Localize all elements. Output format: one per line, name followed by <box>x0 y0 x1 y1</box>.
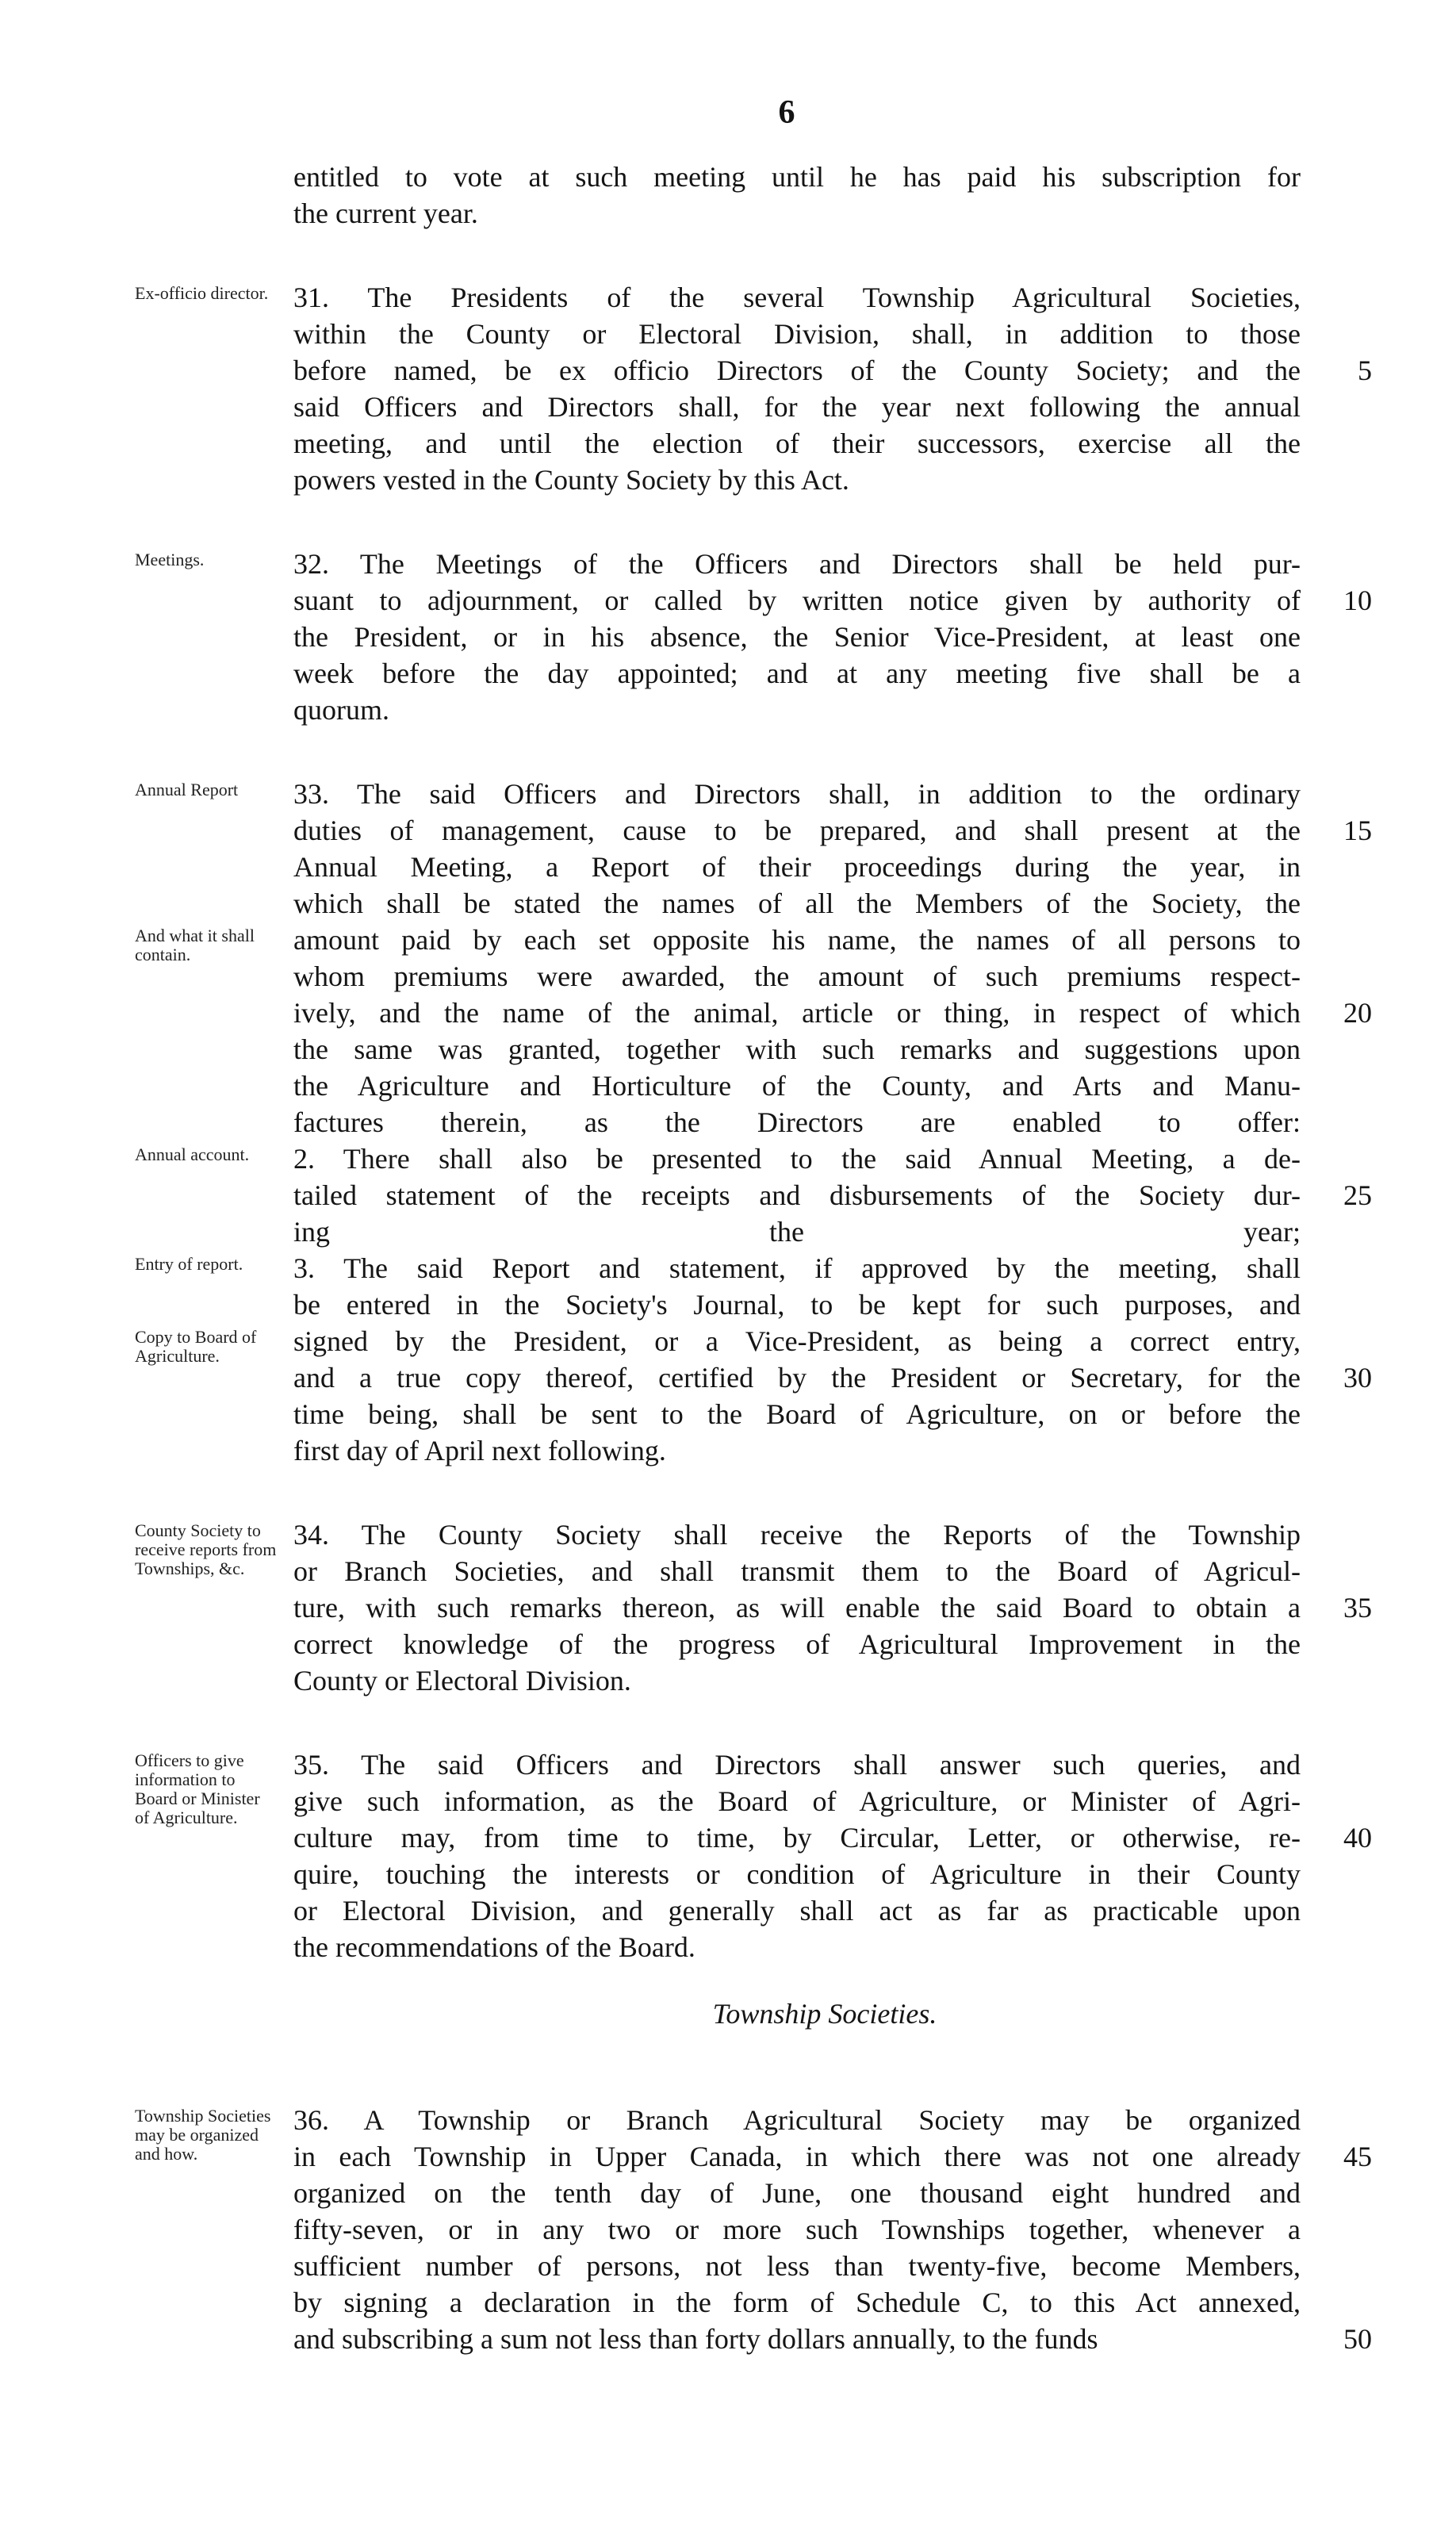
line-text: Annual Meeting, a Report of their proceedings during the year, in <box>293 851 1301 883</box>
text-line <box>293 1892 1356 1929</box>
text-line <box>293 655 1356 692</box>
text-line <box>293 619 1356 655</box>
text-line <box>293 849 1356 885</box>
page-body <box>135 159 1372 2357</box>
margin-note: Meetings. <box>135 550 205 569</box>
line-text: meeting, and until the election of their successors, exercise all the <box>293 427 1301 459</box>
paragraph <box>293 279 1372 498</box>
line-text: amount paid by each set opposite his name, the names of all persons to <box>293 924 1301 956</box>
paragraph <box>293 546 1372 728</box>
text-line <box>293 1359 1372 1396</box>
line-text: the Agriculture and Horticulture of the County, and Arts and Manu- <box>293 1070 1301 1102</box>
text-line <box>293 352 1372 389</box>
text-line <box>293 2175 1356 2211</box>
line-number: 20 <box>1343 997 1372 1029</box>
text-line <box>293 1323 1356 1359</box>
line-text: within the County or Electoral Division, shall, in addition to those <box>293 318 1301 350</box>
margin-notes <box>135 279 293 498</box>
text-line <box>293 546 1356 582</box>
paragraph <box>293 1746 1372 1965</box>
section-s36 <box>135 2102 1372 2357</box>
text-line <box>293 995 1372 1031</box>
line-text: before named, be ex officio Directors of the County Society; and the <box>293 355 1301 386</box>
line-number: 10 <box>1343 585 1372 616</box>
text-line <box>293 1250 1356 1286</box>
line-text: 2. There shall also be presented to the said Annual Meeting, a de- <box>293 1143 1301 1175</box>
line-text: the recommendations of the Board. <box>293 1931 695 1963</box>
line-text: quorum. <box>293 694 389 726</box>
text-line <box>293 1141 1356 1177</box>
section-s32 <box>135 546 1372 728</box>
margin-note: Ex-officio director. <box>135 283 269 303</box>
line-number: 50 <box>1343 2323 1372 2355</box>
margin-notes <box>135 159 293 232</box>
text-line <box>293 582 1372 619</box>
line-number: 15 <box>1343 815 1372 846</box>
text-line <box>293 1104 1356 1141</box>
margin-notes <box>135 1516 293 1699</box>
text-line <box>293 885 1356 922</box>
text-line <box>293 692 1356 728</box>
line-text: 33. The said Officers and Directors shall, in addition to the ordinary <box>293 778 1301 810</box>
line-text: organized on the tenth day of June, one thousand eight hundred and <box>293 2177 1301 2209</box>
line-text: powers vested in the County Society by this Act. <box>293 464 849 496</box>
text-line <box>293 1213 1356 1250</box>
text-line <box>293 1626 1356 1662</box>
text-line <box>293 812 1372 849</box>
margin-notes <box>135 546 293 728</box>
text-line <box>293 1177 1372 1213</box>
line-text: duties of management, cause to be prepared, and shall present at the <box>293 815 1301 846</box>
text-line <box>293 1819 1372 1856</box>
text-line <box>293 425 1356 462</box>
line-text: entitled to vote at such meeting until he has paid his subscription for <box>293 161 1301 193</box>
line-text: or Electoral Division, and generally shall act as far as practicable upon <box>293 1895 1301 1927</box>
section-s31 <box>135 279 1372 498</box>
line-number: 30 <box>1343 1362 1372 1394</box>
text-line <box>293 1553 1356 1589</box>
text-line <box>293 2321 1372 2357</box>
line-text: 34. The County Society shall receive the Reports of the Township <box>293 1519 1301 1551</box>
line-text: week before the day appointed; and at any meeting five shall be a <box>293 658 1301 689</box>
line-number: 45 <box>1343 2141 1372 2172</box>
section-s34 <box>135 1516 1372 1699</box>
text-line <box>293 2284 1356 2321</box>
line-text: said Officers and Directors shall, for the year next following the annual <box>293 391 1301 423</box>
section-s35 <box>135 1746 1372 1965</box>
text-line <box>293 316 1356 352</box>
line-text: signed by the President, or a Vice-President, as being a correct entry, <box>293 1325 1301 1357</box>
line-text: and a true copy thereof, certified by the President or Secretary, for the <box>293 1362 1301 1394</box>
margin-note: County Society to receive reports from Townships, &c. <box>135 1520 277 1578</box>
text-line <box>293 1031 1356 1068</box>
section-heading: Township Societies. <box>712 1998 937 2030</box>
section-s30-tail <box>135 159 1356 232</box>
line-text: sufficient number of persons, not less than twenty-five, become Members, <box>293 2250 1301 2282</box>
margin-notes <box>135 776 293 1469</box>
line-text: 35. The said Officers and Directors shall answer such queries, and <box>293 1749 1301 1781</box>
text-line <box>293 2211 1356 2248</box>
line-text: culture may, from time to time, by Circular, Letter, or otherwise, re- <box>293 1822 1301 1854</box>
text-line <box>293 958 1356 995</box>
line-text: and subscribing a sum not less than forty dollars annually, to the funds <box>293 2323 1098 2355</box>
line-text: correct knowledge of the progress of Agricultural Improvement in the <box>293 1628 1301 1660</box>
margin-note: Entry of report. <box>135 1254 243 1274</box>
line-text: tailed statement of the receipts and disbursements of the Society dur- <box>293 1179 1301 1211</box>
text-line <box>293 2138 1372 2175</box>
margin-note: Annual account. <box>135 1144 250 1164</box>
line-text: or Branch Societies, and shall transmit them to the Board of Agricul- <box>293 1555 1301 1587</box>
line-text: ing the year; <box>293 1216 1301 1248</box>
line-text: whom premiums were awarded, the amount of such premiums respect- <box>293 960 1301 992</box>
line-text: the current year. <box>293 197 478 229</box>
line-number: 5 <box>1358 355 1372 386</box>
line-text: first day of April next following. <box>293 1435 666 1466</box>
line-text: 36. A Township or Branch Agricultural Society may be organized <box>293 2104 1301 2136</box>
line-text: 32. The Meetings of the Officers and Directors shall be held pur- <box>293 548 1301 580</box>
text-line <box>293 1589 1372 1626</box>
line-number: 40 <box>1343 1822 1372 1854</box>
margin-note: And what it shall contain. <box>135 926 255 964</box>
paragraph <box>293 159 1356 232</box>
page-number: 6 <box>778 94 795 131</box>
line-text: the same was granted, together with such remarks and suggestions upon <box>293 1033 1301 1065</box>
line-text: which shall be stated the names of all the Members of the Society, the <box>293 888 1301 919</box>
line-number: 25 <box>1343 1179 1372 1211</box>
line-text: factures therein, as the Directors are enabled to offer: <box>293 1106 1301 1138</box>
paragraph <box>293 776 1372 1469</box>
line-text: be entered in the Society's Journal, to be kept for such purposes, and <box>293 1289 1301 1321</box>
text-line <box>293 279 1356 316</box>
text-line <box>293 1432 1356 1469</box>
line-text: time being, shall be sent to the Board of Agriculture, on or before the <box>293 1398 1301 1430</box>
line-text: by signing a declaration in the form of Schedule C, to this Act annexed, <box>293 2287 1301 2318</box>
margin-note: Annual Report <box>135 780 239 799</box>
text-line <box>293 159 1356 195</box>
section-s33 <box>135 776 1372 1469</box>
margin-notes <box>135 2102 293 2357</box>
paragraph <box>293 1516 1372 1699</box>
margin-note: Township Societies may be organized and how. <box>135 2106 271 2164</box>
paragraph <box>293 2102 1372 2357</box>
text-line <box>293 2248 1356 2284</box>
text-line <box>293 1286 1356 1323</box>
line-text: ture, with such remarks thereon, as will enable the said Board to obtain a <box>293 1592 1301 1624</box>
text-line <box>293 1783 1356 1819</box>
margin-note: Officers to give information to Board or Minister of Agriculture. <box>135 1750 260 1827</box>
text-line <box>293 1068 1356 1104</box>
line-text: give such information, as the Board of Agriculture, or Minister of Agri- <box>293 1785 1301 1817</box>
text-line <box>293 389 1356 425</box>
line-text: suant to adjournment, or called by written notice given by authority of <box>293 585 1301 616</box>
line-text: quire, touching the interests or condition of Agriculture in their County <box>293 1858 1301 1890</box>
line-text: ively, and the name of the animal, article or thing, in respect of which <box>293 997 1301 1029</box>
line-text: fifty-seven, or in any two or more such Townships together, whenever a <box>293 2214 1301 2245</box>
line-number: 35 <box>1343 1592 1372 1624</box>
line-text: 3. The said Report and statement, if approved by the meeting, shall <box>293 1252 1301 1284</box>
text-line <box>293 1746 1356 1783</box>
text-line <box>293 1856 1356 1892</box>
text-line <box>293 922 1356 958</box>
margin-note: Copy to Board of Agriculture. <box>135 1327 257 1366</box>
text-line <box>293 776 1356 812</box>
text-line <box>293 1662 1356 1699</box>
text-line <box>293 1516 1356 1553</box>
line-text: the President, or in his absence, the Senior Vice-President, at least one <box>293 621 1301 653</box>
text-line <box>293 195 1356 232</box>
line-text: 31. The Presidents of the several Township Agricultural Societies, <box>293 282 1301 313</box>
line-text: in each Township in Upper Canada, in which there was not one already <box>293 2141 1301 2172</box>
line-text: County or Electoral Division. <box>293 1665 631 1696</box>
text-line <box>293 1396 1356 1432</box>
text-line <box>293 1929 1356 1965</box>
margin-notes <box>135 1746 293 1965</box>
text-line <box>293 462 1356 498</box>
text-line <box>293 2102 1356 2138</box>
